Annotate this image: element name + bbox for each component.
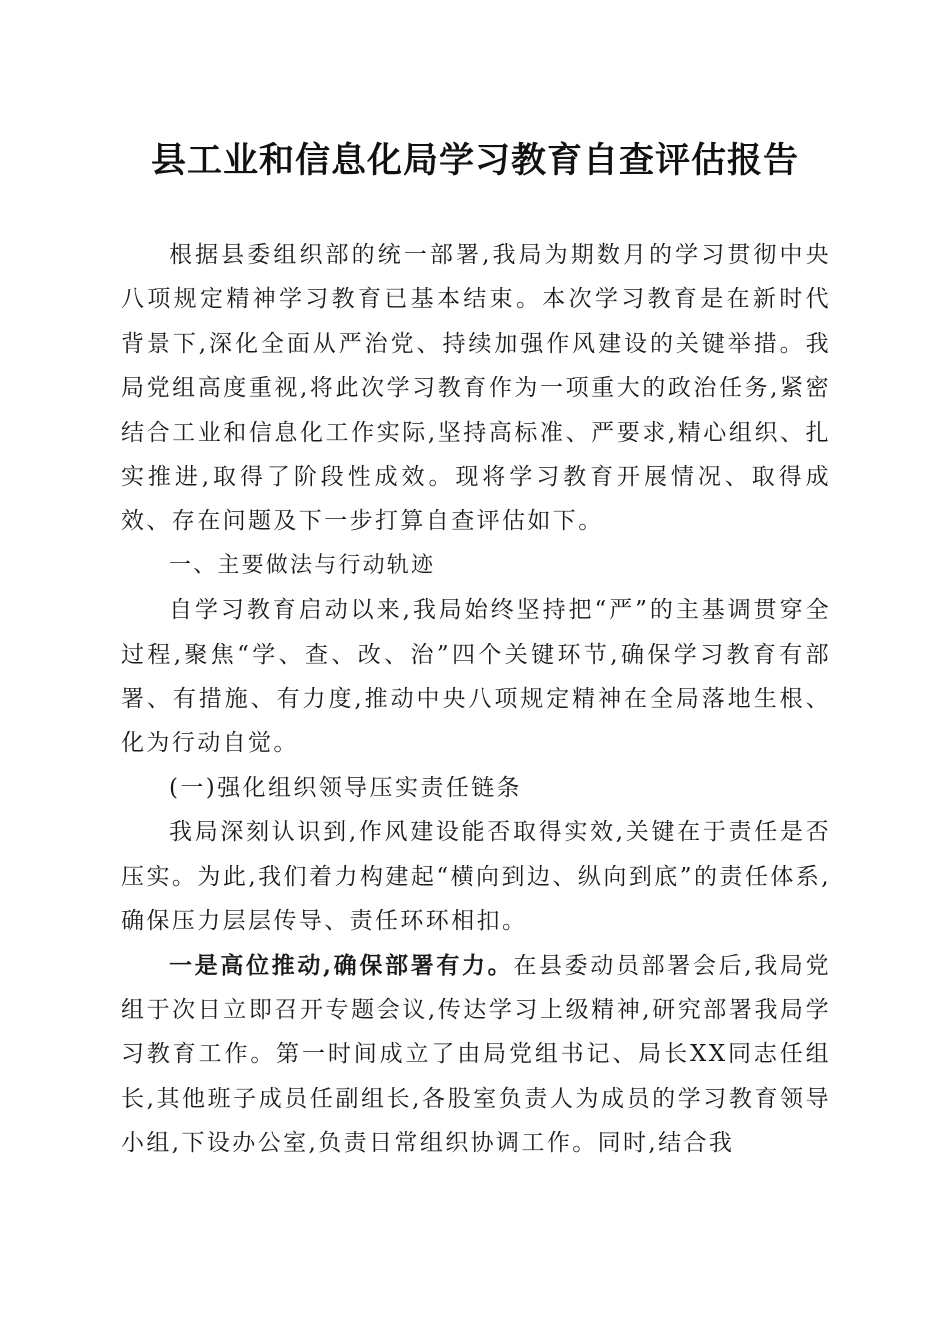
section-1-paragraph: 自学习教育启动以来,我局始终坚持把“严”的主基调贯穿全过程,聚焦“学、查、改、治”四个关键环节,确保学习教育有部署、有措施、有力度,推动中央八项规定精神在全局落地生根、化为行动自觉。: [121, 597, 831, 757]
subsection-heading-1: (一)强化组织领导压实责任链条: [169, 774, 522, 801]
document-title: 县工业和信息化局学习教育自查评估报告: [150, 140, 799, 181]
section-heading-1: 一、主要做法与行动轨迹: [169, 552, 436, 578]
point-one-text: 在县委动员部署会后,我局党组于次日立即召开专题会议,传达学习上级精神,研究部署我局学习教育工作。第一时间成立了由局党组书记、局长XX同志任组长,其他班子成员任副组长,各股室负责人为成员的学习教育领导小组,下设办公室,负责日常组织协调工作。同时,结合我: [121, 952, 831, 1157]
intro-paragraph: 根据县委组织部的统一部署,我局为期数月的学习贯彻中央八项规定精神学习教育已基本结束。本次学习教育是在新时代背景下,深化全面从严治党、持续加强作风建设的关键举措。我局党组高度重视,将此次学习教育作为一项重大的政治任务,紧密结合工业和信息化工作实际,坚持高标准、严要求,精心组织、扎实推进,取得了阶段性成效。现将学习教育开展情况、取得成效、存在问题及下一步打算自查评估如下。: [121, 242, 831, 535]
point-one-paragraph: [121, 944, 831, 1166]
point-one-lead: 一是高位推动,确保部署有力。: [169, 951, 514, 979]
document-body: [121, 233, 831, 1166]
subsection-1-paragraph: 我局深刻认识到,作风建设能否取得实效,关键在于责任是否压实。为此,我们着力构建起“横向到边、纵向到底”的责任体系,确保压力层层传导、责任环环相扣。: [121, 819, 832, 935]
